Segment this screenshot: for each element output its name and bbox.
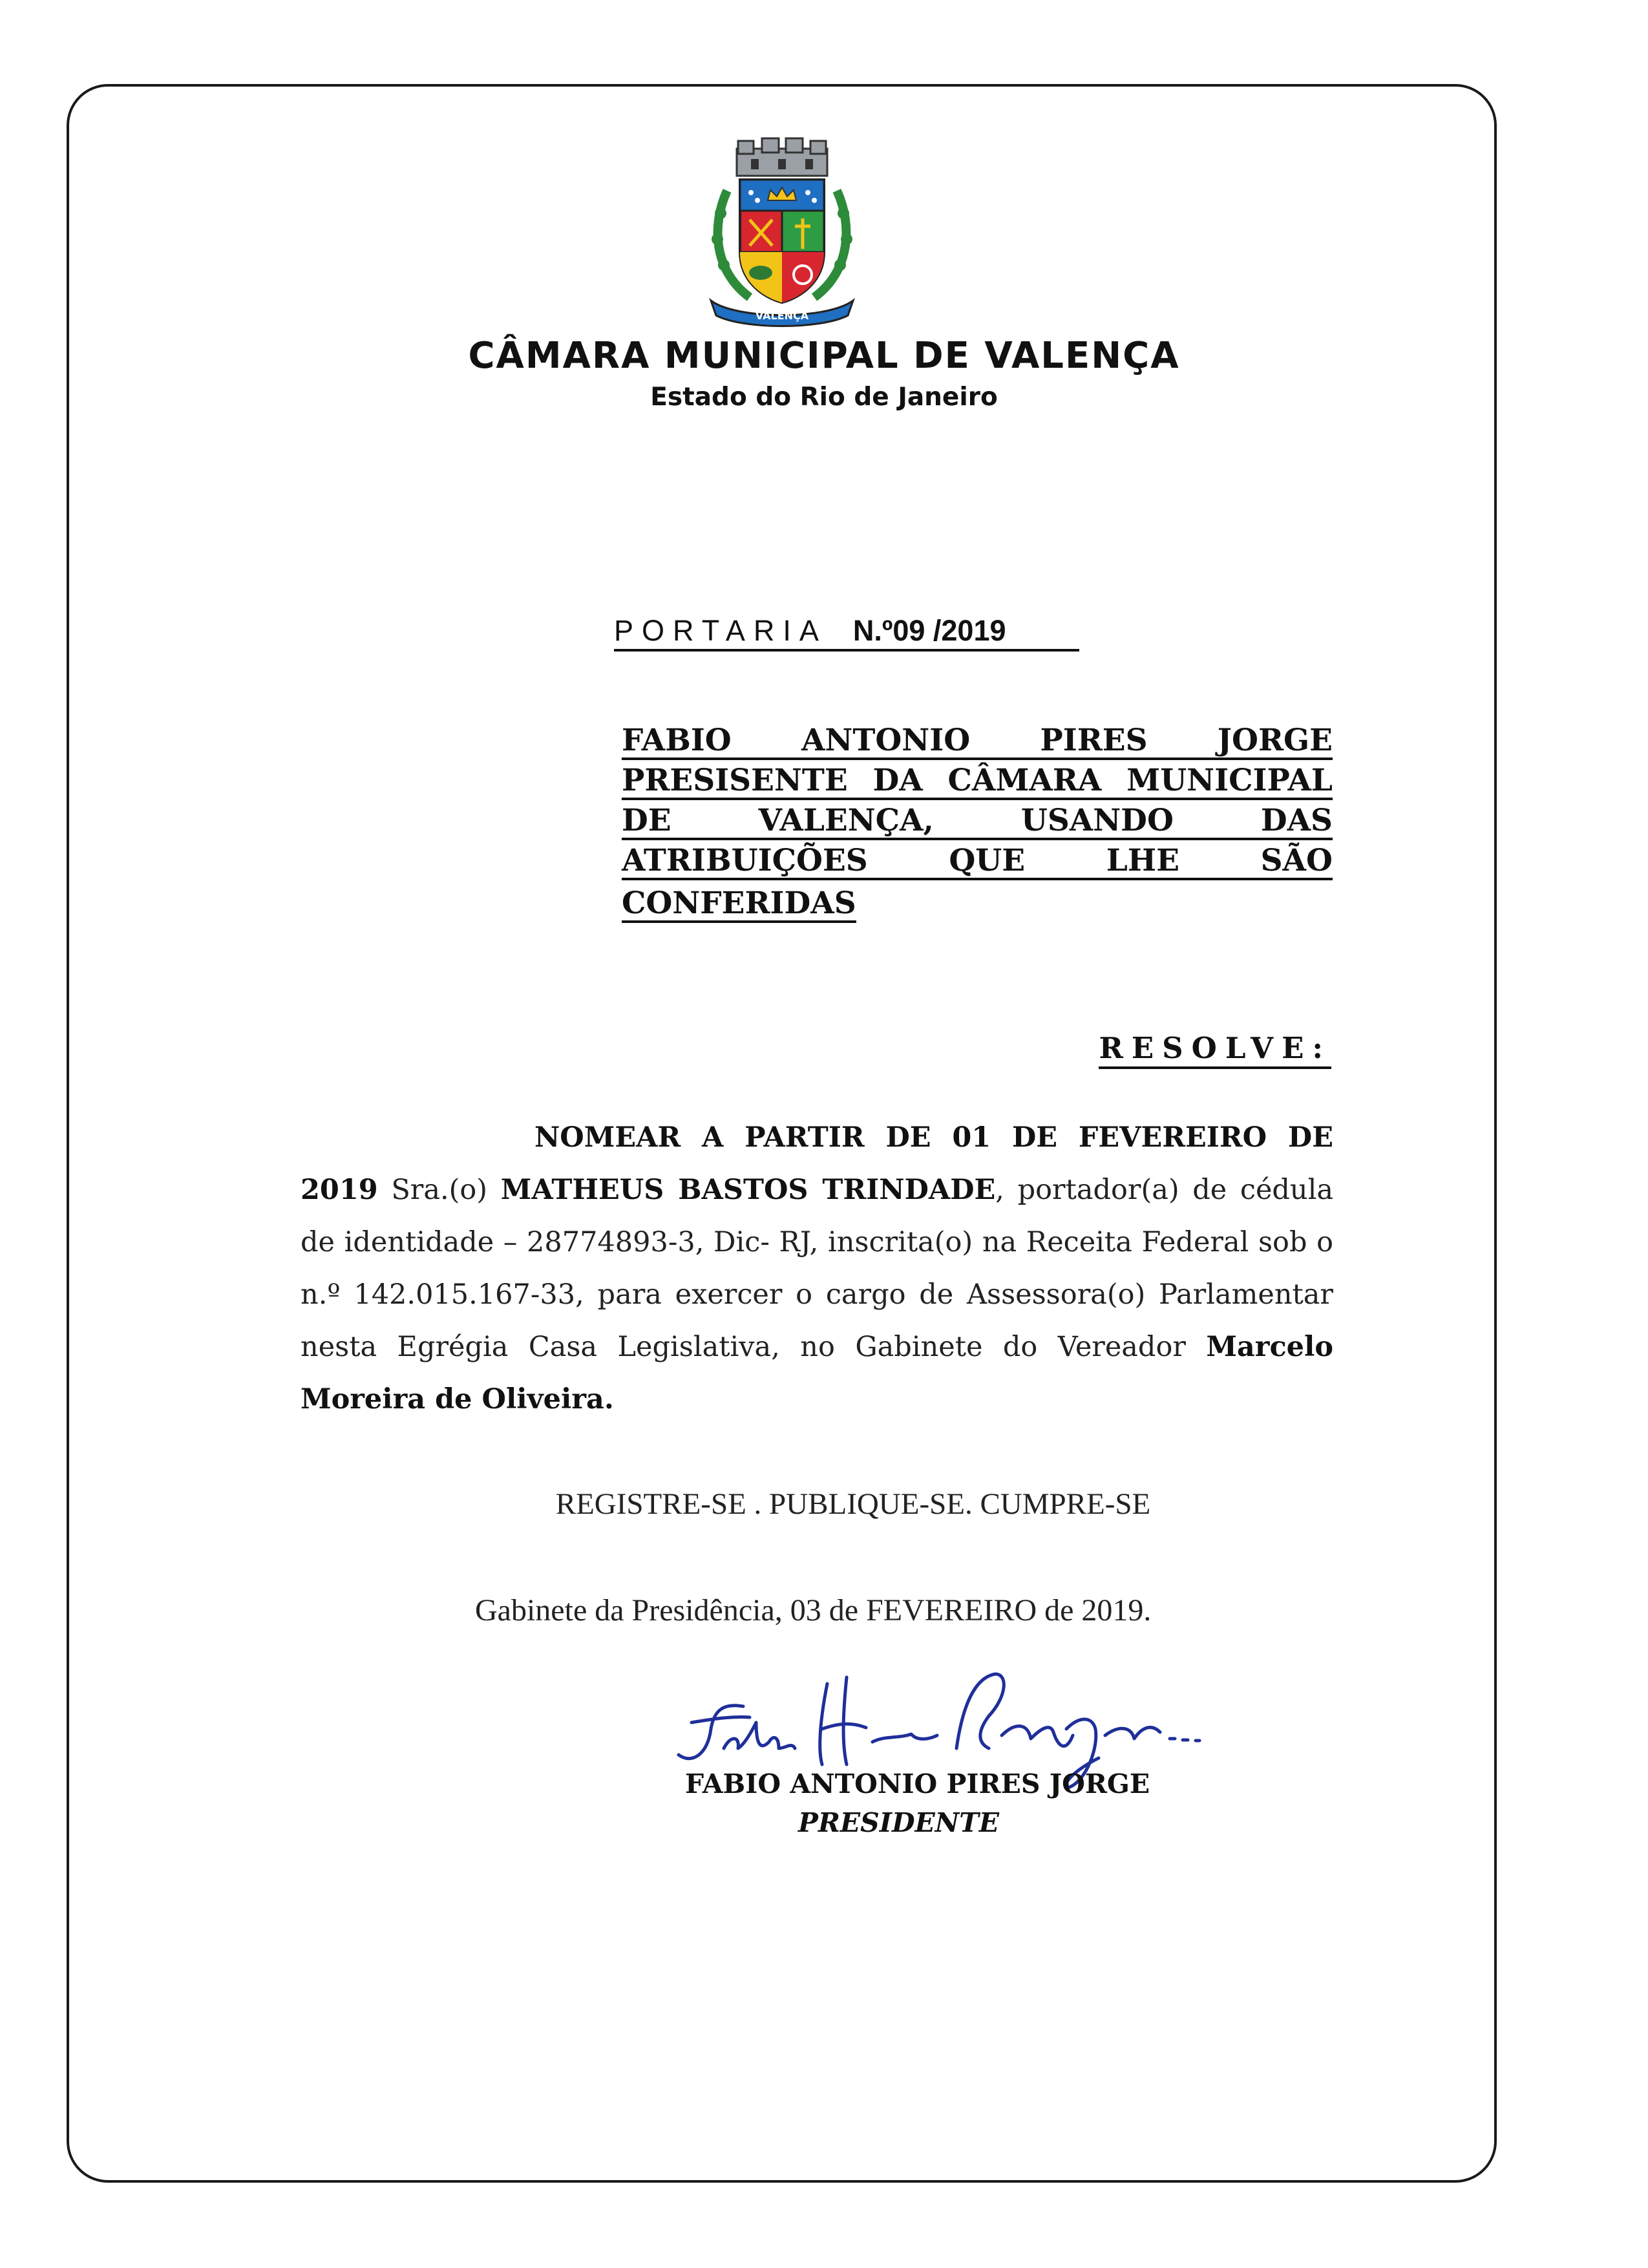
appointee-name: MATHEUS BASTOS TRINDADE [500, 1174, 996, 1206]
preamble-word: DAS [1260, 803, 1333, 838]
preamble-line [622, 764, 1333, 800]
registre-line: REGISTRE-SE . PUBLIQUE-SE. CUMPRE-SE [555, 1487, 1151, 1521]
preamble-line [622, 804, 1333, 840]
preamble-word: JORGE [1217, 723, 1333, 758]
preamble-word: PIRES [1040, 723, 1148, 758]
preamble-word: VALENÇA, [758, 803, 934, 838]
preamble-line [622, 724, 1333, 760]
portaria-number: N.º09 /2019 [852, 614, 1006, 647]
resolution-body [301, 1112, 1333, 1426]
preamble-line [622, 844, 1333, 880]
portaria-word: PORTARIA [614, 614, 827, 647]
municipal-coat-of-arms-icon [698, 136, 866, 330]
preamble-word: LHE [1106, 843, 1179, 878]
body-text-2: , portador(a) de cédula de identidade – 28774893-3, Dic- RJ, inscrita(o) na Receita Federal sob o n.º 142.015.167-33, para exercer o cargo de Assessora(o) Parlamentar nesta Egrégia Casa Legislativa, no Gabinete do Vereador [301, 1174, 1334, 1363]
resolve-heading: RESOLVE: [1034, 1031, 1331, 1065]
date-line: Gabinete da Presidência, 03 de FEVEREIRO de 2019. [475, 1593, 1152, 1627]
signatory-name: FABIO ANTONIO PIRES JORGE [685, 1768, 1150, 1799]
preamble-line [622, 887, 856, 923]
institution-subtitle: Estado do Rio de Janeiro [650, 383, 998, 412]
portaria-heading [614, 614, 1079, 652]
body-text-1: Sra.(o) [377, 1174, 501, 1206]
preamble-word: PRESISENTE [622, 763, 848, 798]
preamble-word: CONFERIDAS [622, 885, 856, 921]
appointment-lead: NOMEAR A PARTIR DE 01 DE FEVEREIRO DE 2019 [301, 1121, 1333, 1206]
preamble-word: ANTONIO [801, 723, 971, 758]
svg-text:VALENÇA: VALENÇA [755, 310, 809, 322]
preamble-word: MUNICIPAL [1126, 763, 1333, 798]
preamble-word: DA [872, 763, 923, 798]
institution-title: CÂMARA MUNICIPAL DE VALENÇA [468, 335, 1180, 377]
councilor-name: Marcelo Moreira de Oliveira. [301, 1331, 1333, 1415]
preamble-word: SÃO [1260, 843, 1333, 878]
preamble-word: USANDO [1020, 803, 1174, 838]
preamble-word: DE [622, 803, 671, 838]
signatory-role: PRESIDENTE [798, 1807, 999, 1838]
preamble-word: FABIO [622, 723, 732, 758]
preamble-block [622, 724, 1333, 927]
preamble-word: ATRIBUIÇÕES [622, 843, 868, 878]
preamble-word: CÂMARA [947, 763, 1102, 798]
preamble-word: QUE [949, 843, 1026, 878]
